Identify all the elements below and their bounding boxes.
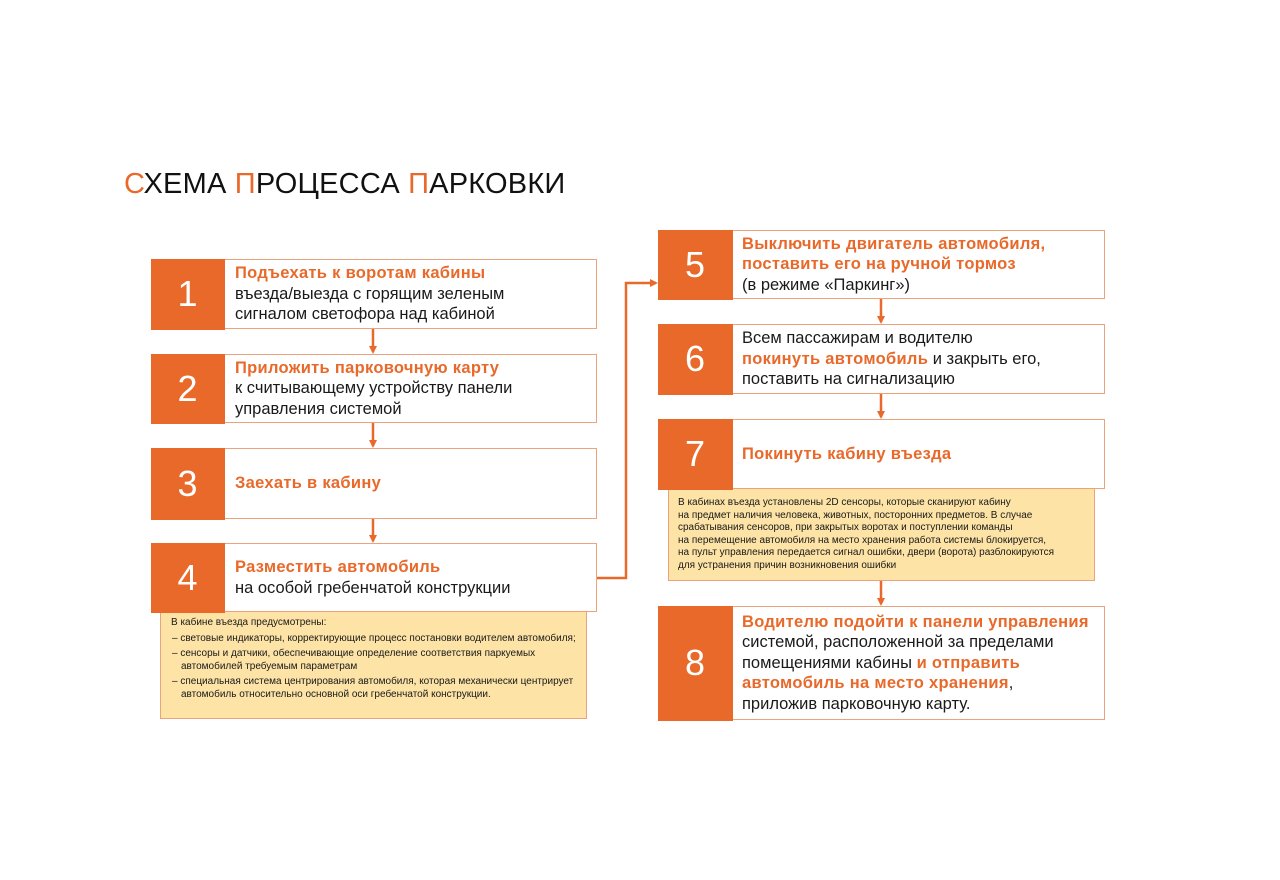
step-line — [742, 275, 1098, 296]
highlighted-text: Заехать в кабину — [235, 474, 382, 493]
highlighted-text: Выключить двигатель автомобиля, — [742, 234, 1046, 253]
step-line — [742, 349, 1098, 370]
body-text: поставить на сигнализацию — [742, 370, 955, 389]
highlighted-text: покинуть автомобиль — [742, 349, 929, 368]
step-line — [742, 254, 1098, 275]
title-accent-letter: П — [234, 168, 256, 200]
highlighted-text: Покинуть кабину въезда — [742, 444, 952, 463]
body-text: и закрыть его, — [928, 349, 1041, 368]
step-2 — [151, 354, 597, 423]
step-number: 1 — [151, 259, 225, 330]
step-line — [235, 578, 590, 599]
body-text: на особой гребенчатой конструкции — [235, 578, 511, 597]
step-line — [742, 234, 1098, 255]
step-text — [235, 260, 590, 328]
step-line — [742, 328, 1098, 349]
note-line: на пульт управления передается сигнал ошибки, двери (ворота) разблокируются — [678, 547, 1055, 558]
highlighted-text: Водителю подойти к панели управления — [742, 612, 1089, 631]
step-7-note — [668, 487, 1095, 581]
body-text: управления системой — [235, 399, 402, 418]
step-line — [742, 673, 1098, 694]
highlighted-text: автомобиль на место хранения — [742, 674, 1009, 693]
highlighted-text: Разместить автомобиль — [235, 558, 441, 576]
step-line — [235, 263, 590, 284]
step-text — [235, 449, 590, 518]
highlighted-text: Приложить парковочную карту — [235, 358, 500, 377]
step-1 — [151, 259, 597, 329]
step-line — [235, 358, 590, 379]
step-text — [235, 544, 590, 611]
step-line — [742, 653, 1098, 674]
body-text: системой, расположенной за пределами — [742, 633, 1054, 652]
step-number: 4 — [151, 543, 225, 613]
body-text: к считывающему устройству панели — [235, 379, 513, 398]
note-list-item: – специальная система центрирования автомобиля, которая механически центрирует автомобиль относительно основной оси гребенчатой конструкции. — [172, 676, 574, 700]
body-text: въезда/выезда с горящим зеленым — [235, 284, 505, 303]
step-8 — [658, 606, 1105, 720]
arrow-4-to-5 — [597, 283, 656, 578]
body-text: приложив парковочную карту. — [742, 694, 971, 713]
body-text: , — [1008, 674, 1014, 693]
note-line: В кабинах въезда установлены 2D сенсоры, которые сканируют кабину — [678, 497, 1011, 508]
step-number: 6 — [658, 324, 733, 395]
step-text — [742, 325, 1098, 393]
step-line — [235, 399, 590, 420]
note-line: для устранения причин возникновения ошибки — [678, 559, 897, 571]
step-number: 2 — [151, 354, 225, 424]
note-text — [678, 497, 1086, 572]
step-line — [235, 557, 590, 578]
body-text: (в режиме «Паркинг») — [742, 275, 910, 294]
step-line — [235, 378, 590, 399]
step-text — [742, 420, 1098, 488]
step-line — [742, 369, 1098, 390]
step-4-note — [160, 610, 587, 719]
step-line — [235, 473, 590, 494]
highlighted-text: поставить его на ручной тормоз — [742, 255, 1016, 274]
step-5 — [658, 230, 1105, 299]
note-line: на перемещение автомобиля на место хранения работа системы блокируется, — [678, 534, 1047, 546]
step-line — [235, 284, 590, 305]
step-number: 5 — [658, 230, 733, 300]
note-list — [171, 633, 578, 702]
note-line: на предмет наличия человека, животных, посторонних предметов. В случае — [678, 509, 1033, 521]
note-line: срабатывания сенсоров, при закрытых воротах и поступлении команды — [678, 522, 1013, 533]
body-text: помещениями кабины — [742, 653, 917, 672]
step-7 — [658, 419, 1105, 489]
step-line — [235, 304, 590, 325]
title-accent-letter: П — [408, 168, 430, 200]
step-line — [742, 632, 1098, 653]
highlighted-text: Подъехать к воротам кабины — [235, 264, 486, 283]
title-text: РОЦЕССА — [255, 168, 409, 200]
title-text: АРКОВКИ — [429, 168, 566, 200]
step-text — [742, 231, 1098, 298]
step-number: 8 — [658, 606, 733, 721]
step-line — [742, 694, 1098, 715]
step-6 — [658, 324, 1105, 394]
step-number: 3 — [151, 448, 225, 520]
note-list-item: – сенсоры и датчики, обеспечивающие определение соответствия паркуемых автомобилей требуемым параметрам — [172, 648, 536, 672]
step-number: 7 — [658, 419, 733, 490]
body-text: Всем пассажирам и водителю — [742, 329, 973, 348]
step-line — [742, 612, 1098, 633]
step-text — [742, 607, 1098, 719]
note-list-item: – световые индикаторы, корректирующие процесс постановки водителем автомобиля; — [172, 632, 576, 644]
note-heading: В кабине въезда предусмотрены: — [171, 617, 327, 628]
step-3 — [151, 448, 597, 519]
step-text — [235, 355, 590, 422]
body-text: сигналом светофора над кабиной — [235, 305, 495, 324]
title-text: ХЕМА — [143, 168, 235, 200]
step-4 — [151, 543, 597, 612]
highlighted-text: и отправить — [916, 653, 1021, 672]
diagram-title — [124, 168, 565, 201]
step-line — [742, 444, 1098, 465]
title-accent-letter: С — [124, 168, 144, 200]
